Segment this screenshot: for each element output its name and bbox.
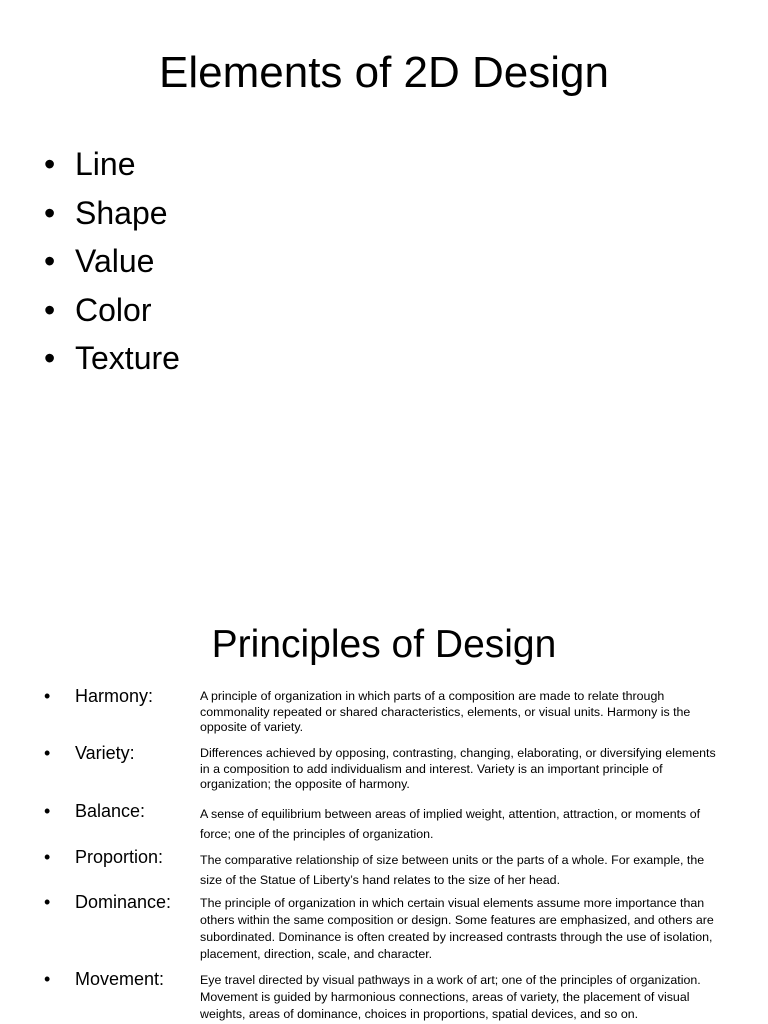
principle-term: Balance: bbox=[75, 801, 146, 821]
principle-definition: The principle of organization in which certain visual elements assume more importance than others within the same composition or design. Some features are emphasized, and others are subordinated. Dominance is often created by increased contrasts through the use of isolation, placement, direction, scale, and character. bbox=[200, 896, 714, 961]
slide-title: Elements of 2D Design bbox=[159, 48, 609, 97]
bullet-icon: • bbox=[44, 743, 51, 763]
principle-term: Harmony: bbox=[75, 686, 154, 706]
list-item bbox=[44, 189, 180, 238]
principle-definition: A principle of organization in which parts of a composition are made to relate through commonality repeated or shared characteristics, elements, or visual units. Harmony is the opposite of variety. bbox=[200, 689, 691, 734]
list-item-label: Color bbox=[75, 291, 152, 328]
list-item bbox=[44, 237, 180, 286]
list-item bbox=[44, 334, 180, 383]
principle-term: Proportion: bbox=[75, 847, 164, 867]
bullet-icon: • bbox=[44, 194, 56, 231]
bullet-icon: • bbox=[44, 801, 51, 821]
elements-list bbox=[44, 140, 180, 383]
bullet-icon: • bbox=[44, 243, 56, 280]
principle-definition: Differences achieved by opposing, contrasting, changing, elaborating, or diversifying elements in a composition to add individualism and interest. Variety is an important principle of organization; the opposite of harmony. bbox=[200, 746, 716, 791]
bullet-icon: • bbox=[44, 892, 51, 912]
list-item bbox=[44, 140, 180, 189]
list-item-label: Line bbox=[75, 146, 136, 182]
bullet-icon: • bbox=[44, 146, 56, 182]
principle-definition: Eye travel directed by visual pathways in a work of art; one of the principles of organization. Movement is guided by harmonious connections, areas of variety, the placement of visual weights, areas of dominance, choices in proportions, spatial devices, and so on. bbox=[200, 973, 701, 1021]
principle-definition: The comparative relationship of size between units or the parts of a whole. For example, the size of the Statue of Liberty’s hand relates to the size of her head. bbox=[200, 853, 705, 887]
principle-term: Dominance: bbox=[75, 892, 172, 912]
bullet-icon: • bbox=[44, 291, 56, 328]
bullet-icon: • bbox=[44, 686, 51, 706]
list-item bbox=[44, 286, 180, 335]
bullet-icon: • bbox=[44, 969, 51, 989]
principle-term: Variety: bbox=[75, 743, 135, 763]
slide-title: Principles of Design bbox=[211, 623, 557, 666]
bullet-icon: • bbox=[44, 340, 56, 377]
bullet-icon: • bbox=[44, 847, 51, 867]
list-item-label: Shape bbox=[75, 194, 168, 231]
list-item-label: Value bbox=[75, 243, 155, 280]
principle-definition: A sense of equilibrium between areas of implied weight, attention, attraction, or moments of force; one of the principles of organization. bbox=[200, 807, 701, 841]
list-item-label: Texture bbox=[75, 340, 180, 377]
principle-term: Movement: bbox=[75, 969, 165, 989]
